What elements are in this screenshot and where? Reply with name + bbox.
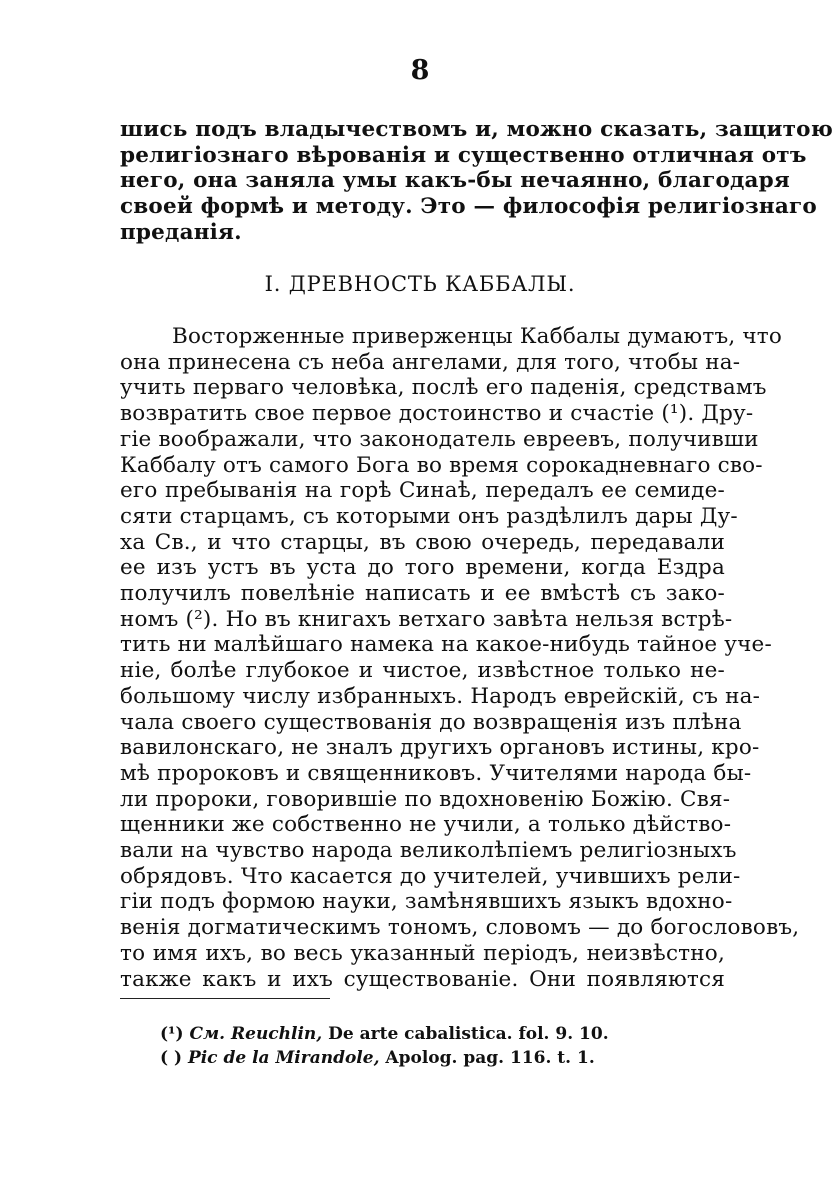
text-line: тить ни малѣйшаго намека на какое-нибудь тайное уче- xyxy=(120,632,772,658)
text-line: его пребыванiя на горѣ Синаѣ, передалъ ее семиде- xyxy=(120,478,725,504)
main-paragraph xyxy=(120,324,800,992)
text-line: обрядовъ. Что касается до учителей, учившихъ рели- xyxy=(120,863,741,889)
footnote-1 xyxy=(160,1022,720,1046)
text-line: Каббалу отъ самого Бога во время сорокадневнаго сво- xyxy=(120,452,763,478)
text-line: номъ (²). Но въ книгахъ ветхаго завѣта нельзя встрѣ- xyxy=(120,606,733,632)
text-line: вали на чувство народа великолѣпiемъ религiозныхъ xyxy=(120,838,737,864)
text-line: нiе, болѣе глубокое и чистое, извѣстное только не- xyxy=(120,658,725,684)
footnote-author: Cм. Reuchlin, xyxy=(189,1024,323,1044)
footnote-author: Pic de la Mirandole, xyxy=(187,1048,380,1068)
text-line: большому числу избранныхъ. Народъ еврейскiй, съ на- xyxy=(120,683,761,709)
text-line: учить перваго человѣка, послѣ его паденiя, средствамъ xyxy=(120,375,767,401)
footnote-marker: ( ) xyxy=(160,1048,183,1068)
text-line: мѣ пророковъ и священниковъ. Учителями народа бы- xyxy=(120,760,752,786)
text-line: гiе воображали, что законодатель евреевъ, получивши xyxy=(120,426,759,452)
text-line: преданiя. xyxy=(120,219,242,245)
text-line: Восторженные приверженцы Каббалы думаютъ, что xyxy=(172,324,783,349)
footnote-divider xyxy=(120,998,330,999)
text-line: религiознаго вѣрованiя и существенно отличная отъ xyxy=(120,142,807,168)
text-line: гiи подъ формою науки, замѣнявшихъ языкъ вдохно- xyxy=(120,889,733,915)
footnote-reference: Apolog. pag. 116. t. 1. xyxy=(385,1048,595,1068)
text-line: ее изъ устъ въ уста до того времени, когда Ездра xyxy=(120,555,725,581)
text-line: то имя ихъ, во весь указанный перiодъ, неизвѣстно, xyxy=(120,940,725,966)
text-line: ха Св., и что старцы, въ свою очередь, передавали xyxy=(120,529,725,555)
footnotes xyxy=(160,1022,720,1070)
text-line: щенники же собственно не учили, а только дѣйство- xyxy=(120,812,732,838)
text-line: шись подъ владычествомъ и, можно сказать, защитою xyxy=(120,117,833,142)
text-line: вавилонскаго, не зналъ другихъ органовъ истины, кро- xyxy=(120,735,760,761)
text-line: сяти старцамъ, съ которыми онъ раздѣлилъ дары Ду- xyxy=(120,503,738,529)
footnote-2 xyxy=(160,1046,720,1070)
section-heading: I. ДРЕВНОСТЬ КАББАЛЫ. xyxy=(264,272,576,296)
text-line: возвратить свое первое достоинство и счастiе (¹). Дру- xyxy=(120,401,754,427)
text-line: своей формѣ и методу. Это — философiя религiознаго xyxy=(120,194,817,220)
footnote-reference: De arte cabalistica. fol. 9. 10. xyxy=(328,1024,609,1044)
text-line: ли пророки, говорившiе по вдохновенiю Божiю. Свя- xyxy=(120,786,731,812)
page-number: 8 xyxy=(410,55,430,86)
text-line: венiя догматическимъ тономъ, словомъ — до богослововъ, xyxy=(120,915,800,941)
text-line: чала своего существованiя до возвращенiя изъ плѣна xyxy=(120,709,742,735)
footnote-marker: (¹) xyxy=(160,1024,184,1044)
text-line: него, она заняла умы какъ-бы нечаянно, благодаря xyxy=(120,168,790,194)
top-paragraph xyxy=(120,117,833,246)
text-line: она принесена съ неба ангелами, для того, чтобы на- xyxy=(120,349,741,375)
text-line: также какъ и ихъ существованiе. Они появляются xyxy=(120,966,725,992)
text-line: получилъ повелѣнiе написать и ее вмѣстѣ съ зако- xyxy=(120,581,725,607)
